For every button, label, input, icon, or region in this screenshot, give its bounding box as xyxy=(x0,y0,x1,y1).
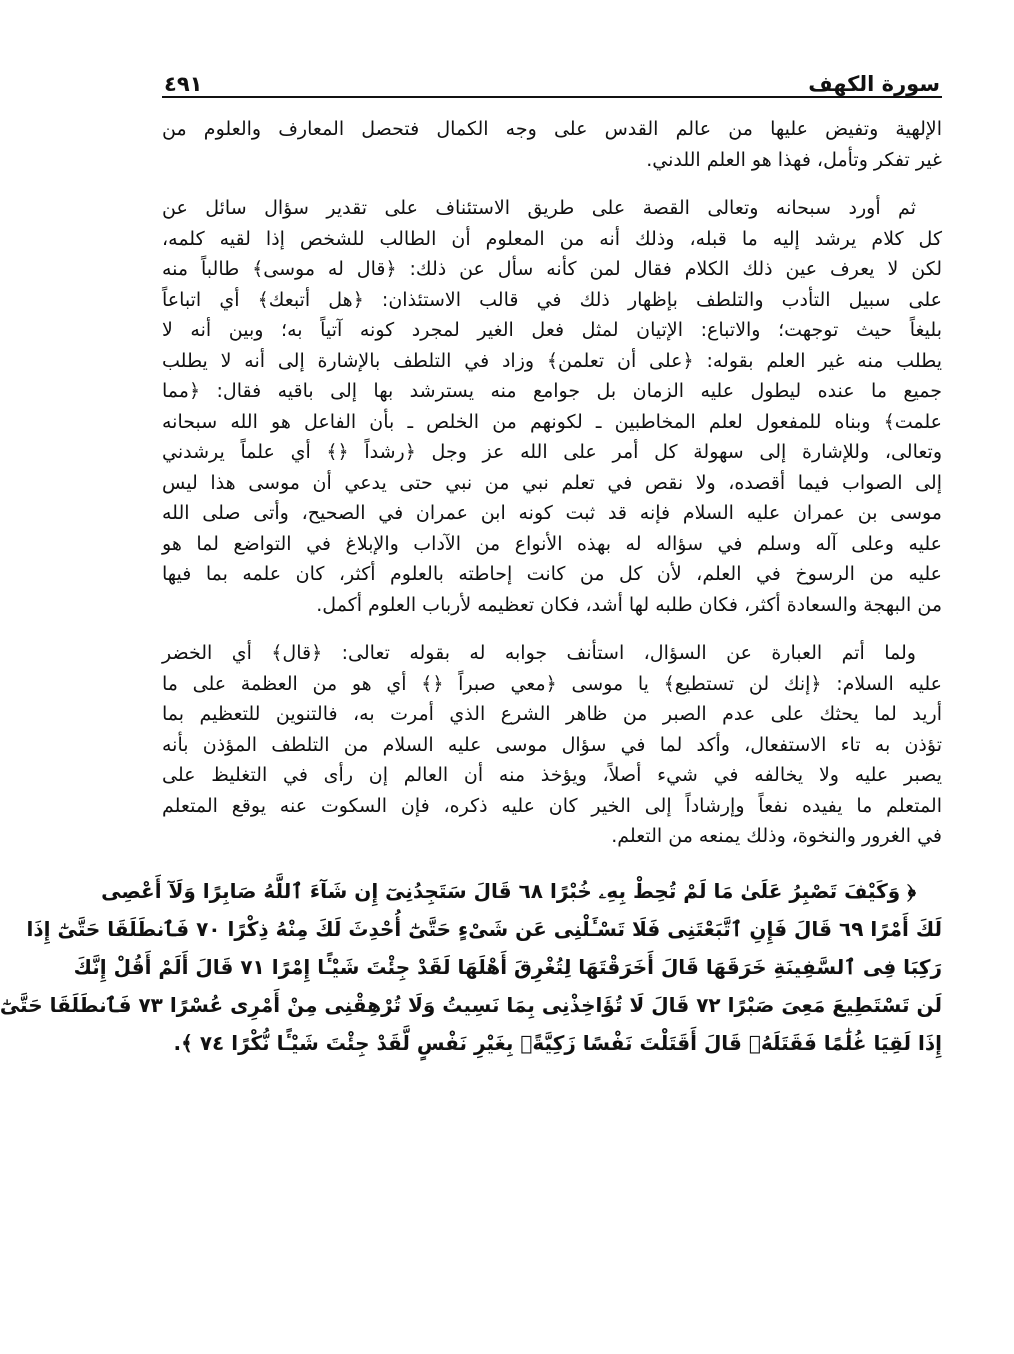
text-line: يصبر عليه ولا يخالفه في شيء أصلاً، ويؤخذ منه أن العالم إن رأى في التغليظ على xyxy=(162,764,942,786)
text-line: تؤذن به تاء الاستفعال، وأكد لما في سؤال موسى عليه السلام من التلطف المؤذن بأنه xyxy=(162,733,942,756)
paragraph-1 xyxy=(162,114,942,175)
text-line: يطلب منه غير العلم بقوله: ﴿على أن تعلمن﴾ وزاد في التلطف بالإشارة إلى أنه لا يطلب xyxy=(162,349,942,372)
text-line: أريد لما يحثك على عدم الصبر من ظاهر الشرع الذي أمرت به، فالتنوين للتعظيم بما xyxy=(162,703,942,725)
text-line: غير تفكر وتأمل، فهذا هو العلم اللدني. xyxy=(646,148,942,171)
text-line: علمت﴾ وبناه للمفعول لعلم المخاطبين ـ لكونهم من الخلص ـ بأن الفاعل هو الله سبحانه xyxy=(162,410,942,433)
text-line: المتعلم ما يفيده نفعاً وإرشاداً إلى الخير كان عليه ذكره، فإن السكوت عنه يوقع المتعلم xyxy=(162,794,942,817)
text-line: موسى بن عمران عليه السلام فإنه قد ثبت كونه ابن عمران في الصحيح، وأتى صلى الله xyxy=(162,502,942,524)
verse-line: ﴿ وَكَيْفَ تَصْبِرُ عَلَىٰ مَا لَمْ تُحِطْ بِهِۦ خُبْرًا ٦٨ قَالَ سَتَجِدُنِىٓ إِن شَآءَ ٱللَّهُ صَابِرًا وَلَآ أَعْصِى xyxy=(101,878,916,903)
verse-line: إِذَا لَقِيَا غُلَٰمًا فَقَتَلَهُۥ قَالَ أَقَتَلْتَ نَفْسًا زَكِيَّةًۢ بِغَيْرِ نَفْسٍ لَّقَدْ جِئْتَ شَيْـًٔا نُّكْرًا ٧٤ ﴾. xyxy=(173,1030,942,1055)
text-line: عليه من الرسوخ في العلم، لأن كل من كانت إحاطته بالعلوم أكثر، كان علمه بما فيها xyxy=(162,563,942,585)
text-line: كل كلام يرشد إليه ما قبله، وذلك أنه من المعلوم أن الطالب للشخص إذا لقيه كلمه، xyxy=(162,227,942,250)
page-number: ٤٩١ xyxy=(164,72,203,96)
text-line: الإلهية وتفيض عليها من عالم القدس على وجه الكمال فتحصل المعارف والعلوم من xyxy=(162,118,942,140)
text-line: إلى الصواب فيما أقصده، ولا نقص في تعلم نبي من نبي حتى يدعي أن موسى هذا ليس xyxy=(162,471,942,494)
page-body xyxy=(0,114,942,1062)
page-header xyxy=(162,52,942,98)
verse-line: لَن تَسْتَطِيعَ مَعِىَ صَبْرًا ٧٢ قَالَ لَا تُؤَاخِذْنِى بِمَا نَسِيتُ وَلَا تُرْهِقْنِى مِنْ أَمْرِى عُسْرًا ٧٣ فَٱنطَلَقَا حَتَّىٰٓ xyxy=(0,992,942,1017)
verse-line: لَكَ أَمْرًا ٦٩ قَالَ فَإِنِ ٱتَّبَعْتَنِى فَلَا تَسْـَٔلْنِى عَن شَىْءٍ حَتَّىٰٓ أُحْدِثَ لَكَ مِنْهُ ذِكْرًا ٧٠ فَٱنطَلَقَا حَتَّىٰٓ إِذَا xyxy=(26,916,942,941)
text-line: في الغرور والنخوة، وذلك يمنعه من التعلم. xyxy=(611,825,942,847)
surah-title: سورة الكهف xyxy=(808,72,940,96)
paragraph-2 xyxy=(162,193,942,620)
paragraph-3 xyxy=(162,638,942,852)
quran-verses xyxy=(0,872,942,1062)
text-line: ثم أورد سبحانه وتعالى القصة على طريق الاستئناف على تقدير سؤال سائل عن xyxy=(162,197,916,219)
text-line: جميع ما عنده ليطول عليه الزمان بل جوامع منه يسترشد بها إلى باقيه فقال: ﴿مما xyxy=(162,380,942,402)
text-line: عليه وعلى آله وسلم في سؤاله له بهذه الأنواع من الآداب والإبلاغ في التواضع لما هو xyxy=(162,532,942,555)
text-line: ولما أتم العبارة عن السؤال، استأنف جوابه له بقوله تعالى: ﴿قال﴾ أي الخضر xyxy=(162,642,916,664)
text-line: لكن لا يعرف عين ذلك الكلام فقال لمن كأنه سأل عن ذلك: ﴿قال له موسى﴾ طالباً منه xyxy=(162,258,942,280)
text-line: وتعالى، وللإشارة إلى سهولة كل أمر على الله عز وجل ﴿رشداً ﴿﴾ أي علماً يرشدني xyxy=(162,441,942,463)
text-line: على سبيل التأدب والتلطف بإظهار ذلك في قالب الاستئذان: ﴿هل أتبعك﴾ أي اتباعاً xyxy=(162,288,942,311)
text-line: من البهجة والسعادة أكثر، فكان طلبه لها أشد، فكان تعظيمه لأرباب العلوم أكمل. xyxy=(316,593,942,616)
text-line: بليغاً حيث توجهت؛ والاتباع: الإتيان لمثل فعل الغير لمجرد كونه آتياً به؛ وبين أنه لا xyxy=(162,319,942,341)
text-line: عليه السلام: ﴿إنك لن تستطيع﴾ يا موسى ﴿معي صبراً ﴿﴾ أي هو من العظمة على ما xyxy=(162,672,942,695)
book-page xyxy=(0,52,942,1062)
verse-line: رَكِبَا فِى ٱلسَّفِينَةِ خَرَقَهَا قَالَ أَخَرَقْتَهَا لِتُغْرِقَ أَهْلَهَا لَقَدْ جِئْتَ شَيْـًٔا إِمْرًا ٧١ قَالَ أَلَمْ أَقُلْ إِنَّكَ xyxy=(73,954,942,979)
